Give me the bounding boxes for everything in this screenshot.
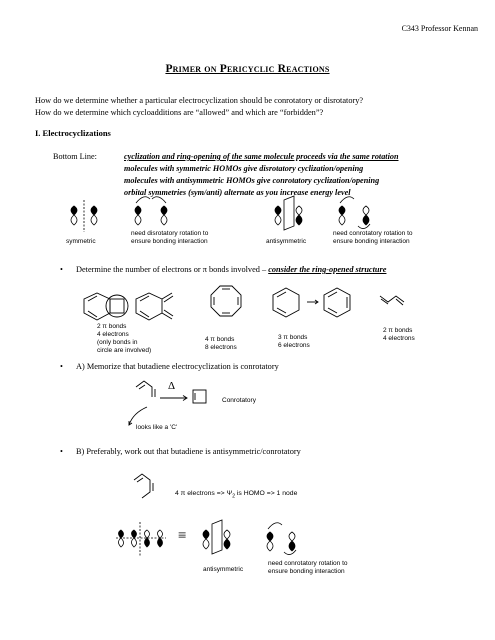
structure-4-line-1: 2 π bonds [383,327,413,334]
delta-symbol: Δ [168,380,176,392]
disrotatory-note-2: ensure bonding interaction [131,238,208,245]
homo-post: is HOMO => 1 node [235,490,298,497]
bottom-line-1: cyclization and ring-opening of the same molecule proceeds via the same rotation [124,152,399,161]
antisymmetric-label: antisymmetric [266,238,307,245]
homo-sub: 2 [232,493,236,500]
structure-4-line-2: 4 electrons [383,335,415,342]
conrotatory-note-2: ensure bonding interaction [333,238,410,245]
conrotatory-note-1: need conrotatory rotation to [333,230,413,237]
bottom-line-3: molecules with antisymmetric HOMOs give conrotatory cyclization/opening [124,176,380,185]
bullet-2: • A) Memorize that butadiene electrocyclization is conrotatory [60,362,279,371]
bullet-2-text: A) Memorize that butadiene electrocyclization is conrotatory [76,362,279,371]
bullet-1: • Determine the number of electrons or π bonds involved – consider the ring-opened structure [60,265,387,274]
conrotatory-label: Conrotatory [222,397,256,404]
conrotatory-bottom-icon [267,523,296,555]
structure-2-line-2: 8 electrons [205,344,237,351]
page-title: Primer on Pericyclic Reactions [165,63,330,75]
psi2-orbital-icon [116,522,166,556]
structure-2-line-1: 4 π bonds [205,336,235,343]
antisymmetric-bottom-icon [203,520,230,554]
homo-pre: 4 π electrons => Ψ [175,490,233,497]
structure-3-line-1: 3 π bonds [278,334,308,341]
symmetric-label: symmetric [66,238,96,245]
looks-like-c-note: looks like a 'C' [136,424,178,431]
bullet-1-emphasis: consider the ring-opened structure [268,265,387,274]
section-heading: I. Electrocyclizations [35,128,111,138]
bullet-3: • B) Preferably, work out that butadiene is antisymmetric/conrotatory [60,447,301,456]
structure-1-line-1: 2 π bonds [97,323,127,330]
bullet-1-text: Determine the number of electrons or π bonds involved – [76,265,269,274]
structure-1-line-4: circle are involved) [97,347,152,354]
bottom-conrotatory-note-2: ensure bonding interaction [268,568,345,575]
bottom-conrotatory-note-1: need conrotatory rotation to [268,560,348,567]
structure-3-line-2: 6 electrons [278,342,310,349]
bottom-line-label: Bottom Line: [53,152,97,161]
structure-1-line-3: (only bonds in [97,339,138,346]
question-2: How do we determine which cycloadditions are “allowed” and which are “forbidden”? [35,108,324,117]
bottom-line-2: molecules with symmetric HOMOs give disrotatory cyclization/opening [124,164,364,173]
bottom-line-4: orbital symmetries (sym/anti) alternate as you increase energy level [124,188,351,197]
structure-1-line-2: 4 electrons [97,331,129,338]
equivalent-symbol: ≡ [178,528,187,544]
course-header: C343 Professor Kennan [401,24,478,33]
bullet-3-text: B) Preferably, work out that butadiene is antisymmetric/conrotatory [76,447,301,456]
bottom-antisymmetric-label: antisymmetric [203,566,244,573]
question-1: How do we determine whether a particular electrocyclization should be conrotatory or disrotatory? [35,96,364,105]
disrotatory-note-1: need disrotatory rotation to [131,230,209,237]
